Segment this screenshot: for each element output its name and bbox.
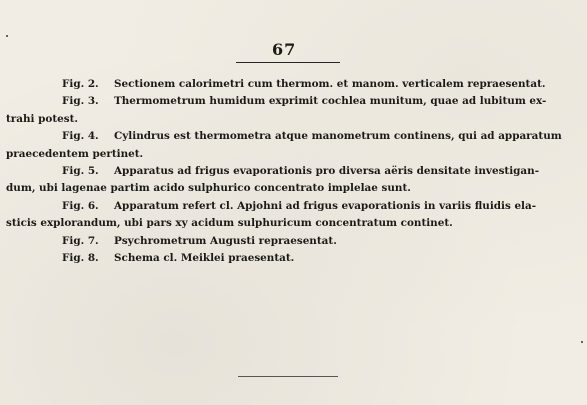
caption-text: praecedentem pertinet. [6,147,144,160]
caption-text: trahi potest. [6,112,78,125]
caption-line [6,180,542,197]
caption-text: Sectionem calorimetri cum thermom. et manom. verticalem repraesentat. [114,78,546,90]
caption-line [62,250,542,267]
caption-line [62,128,562,145]
ink-speck [6,35,8,37]
figure-label: Fig. 7. [62,234,99,247]
caption-text: Psychrometrum Augusti repraesentat. [114,234,337,247]
figure-label: Fig. 5. [62,164,99,177]
page-number: 67 [272,40,297,59]
caption-line [6,146,542,163]
caption-text: dum, ubi lagenae partim acido sulphurico concentrato implelae sunt. [6,182,411,195]
caption-text: Thermometrum humidum exprimit cochlea munitum, quae ad lubitum ex- [114,95,547,108]
caption-line [62,93,547,110]
caption-line [6,111,542,128]
caption-text: Cylindrus est thermometra atque manometrum continens, qui ad apparatum [114,130,562,143]
caption-line [62,163,542,180]
caption-text: sticis explorandum, ubi pars xy acidum sulphuricum concentratum continet. [6,217,453,230]
figure-captions [6,76,562,267]
figure-label: Fig. 4. [62,130,99,143]
figure-label: Fig. 3. [62,95,99,108]
caption-text: Schema cl. Meiklei praesentat. [114,251,295,264]
caption-line [62,233,542,250]
header-rule [236,62,340,63]
figure-label: Fig. 8. [62,251,99,264]
figure-label: Fig. 2. [62,78,99,90]
show-through-rule [238,376,338,377]
caption-text: Apparatus ad frigus evaporationis pro diversa aëris densitate investigan- [114,164,540,177]
ink-speck [581,341,583,343]
caption-line [62,76,546,93]
caption-line [6,215,542,232]
caption-line [62,198,542,215]
caption-text: Apparatum refert cl. Apjohni ad frigus evaporationis in variis fluidis ela- [114,199,537,212]
figure-label: Fig. 6. [62,199,99,212]
